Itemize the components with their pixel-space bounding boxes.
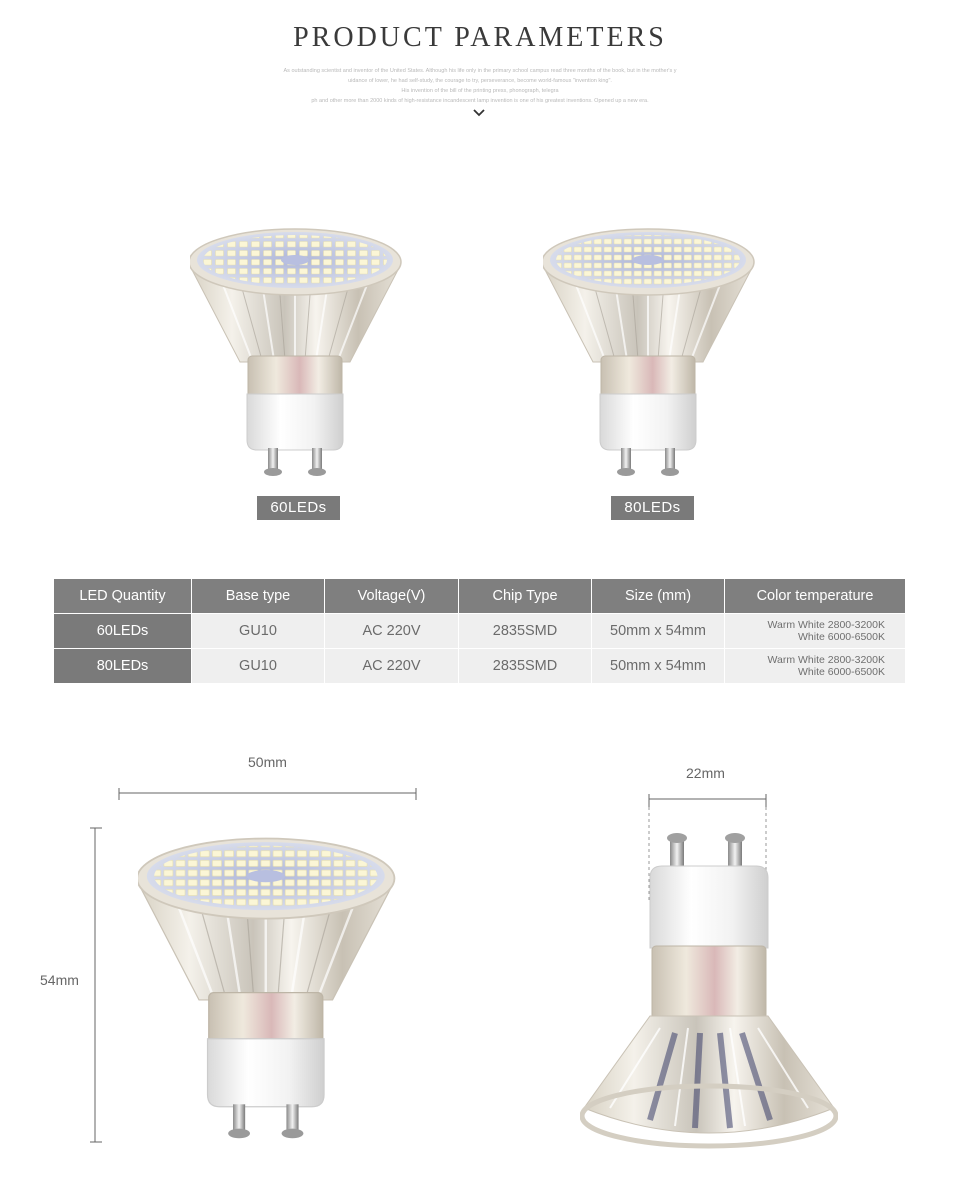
cell-size: 50mm x 54mm: [592, 649, 725, 684]
dimension-width-line: [118, 786, 418, 802]
dimension-height-label: 54mm: [40, 972, 79, 988]
blurb-line: ph and other more than 2000 kinds of high-resistance incandescent lamp invention is one of his greatest inventions. Opened up a new era.: [311, 98, 649, 104]
chevron-down-icon[interactable]: [472, 108, 486, 118]
cell-color-temperature: [725, 649, 906, 684]
header-led-quantity: LED Quantity: [54, 579, 192, 614]
cell-quantity: 60LEDs: [54, 614, 192, 649]
blurb-line: uidance of lower, he had self-study, the courage to try, perseverance, become world-famous "invention king".: [348, 78, 612, 84]
cell-chip: 2835SMD: [459, 649, 592, 684]
cell-base: GU10: [192, 614, 325, 649]
cell-base: GU10: [192, 649, 325, 684]
dimension-height-line: [88, 827, 104, 1143]
dimension-base-width-label: 22mm: [686, 765, 725, 781]
bulb-60leds-image: [190, 222, 402, 484]
header-chip-type: Chip Type: [459, 579, 592, 614]
bulb-back-view-image: [580, 828, 838, 1150]
cell-voltage: AC 220V: [325, 649, 459, 684]
ct-warm: Warm White 2800-3200K: [767, 619, 885, 631]
cell-quantity: 80LEDs: [54, 649, 192, 684]
bulb-front-view-image: [138, 830, 396, 1148]
dimension-width-label: 50mm: [248, 754, 287, 770]
table-row: [54, 649, 906, 684]
ct-white: White 6000-6500K: [798, 666, 885, 678]
ct-white: White 6000-6500K: [798, 631, 885, 643]
cell-voltage: AC 220V: [325, 614, 459, 649]
table-row: [54, 614, 906, 649]
parameters-table: [53, 578, 906, 684]
cell-size: 50mm x 54mm: [592, 614, 725, 649]
header-blurb: [225, 66, 735, 106]
ct-warm: Warm White 2800-3200K: [767, 654, 885, 666]
header-voltage: Voltage(V): [325, 579, 459, 614]
table-header-row: [54, 579, 906, 614]
header-color-temperature: Color temperature: [725, 579, 906, 614]
page-title: PRODUCT PARAMETERS: [293, 22, 667, 53]
product-label-60leds: 60LEDs: [257, 496, 340, 520]
blurb-line: As outstanding scientist and inventor of the United States. Although his life only in the primary school campus read three months of the book, but in the mother's y: [283, 68, 677, 74]
bulb-80leds-image: [543, 222, 755, 484]
cell-chip: 2835SMD: [459, 614, 592, 649]
cell-color-temperature: [725, 614, 906, 649]
blurb-line: His invention of the bill of the printing press, phonograph, telegra: [401, 88, 559, 94]
header-size: Size (mm): [592, 579, 725, 614]
header-base-type: Base type: [192, 579, 325, 614]
product-label-80leds: 80LEDs: [611, 496, 694, 520]
